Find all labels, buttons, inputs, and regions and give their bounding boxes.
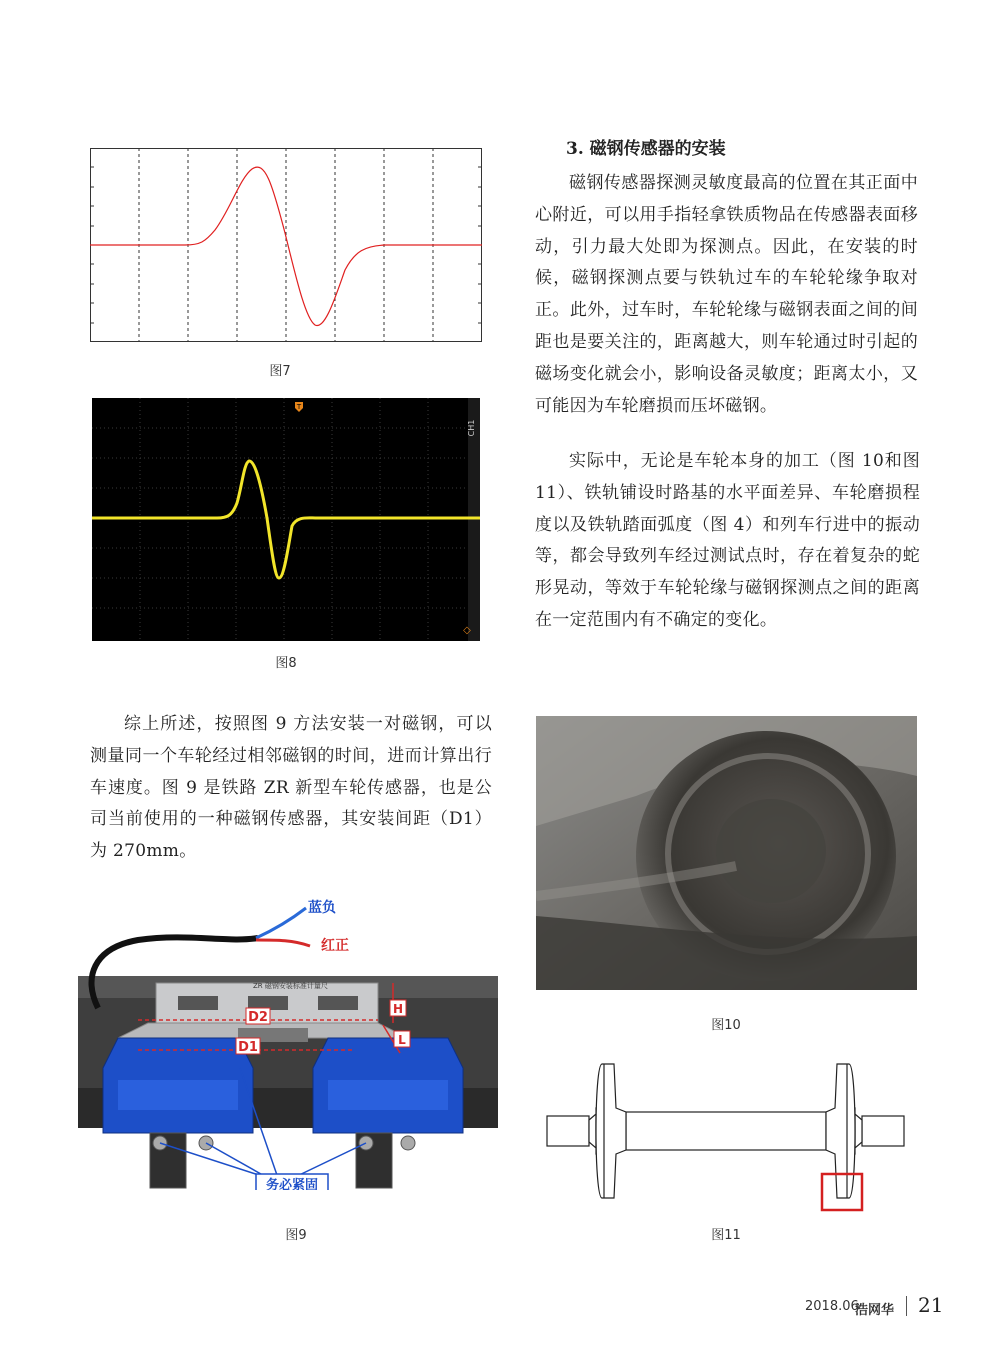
figure-11-illustration: [544, 1054, 909, 1214]
ground-marker-icon: ◇: [463, 625, 471, 636]
footer-divider: [906, 1296, 907, 1316]
figure-10-caption: 图10: [711, 1018, 741, 1033]
d2-label: D2: [248, 1010, 268, 1025]
fasten-label: 务必紧固: [265, 1178, 319, 1190]
summary-paragraph: 综上所述，按照图 9 方法安装一对磁钢，可以测量同一个车轮经过相邻磁钢的时间，进而计算出行车速度。图 9 是铁路 ZR 新型车轮传感器，也是公司当前使用的一种磁钢传感器，其安装间距（D1）为 270mm。: [90, 714, 492, 862]
l-label: L: [398, 1033, 406, 1047]
figure-10-wheel-photo: [536, 716, 917, 990]
figure-8-screen: [92, 398, 480, 641]
section-3-paragraph-1: 磁钢传感器探测灵敏度最高的位置在其正面中心附近，可以用手指轻拿铁质物品在传感器表面移动，引力最大处即为探测点。因此，在安装的时候，磁钢探测点要与铁轨过车的车轮轮缘争取对正。此外，过车时，车轮轮缘与磁钢表面之间的间距也是要关注的，距离越大，则车轮通过时引起的磁场变化就会小，影响设备灵敏度；距离太小，又可能因为车轮磨损而压坏磁钢。: [535, 173, 918, 416]
figure-10-illustration: [536, 716, 917, 990]
footer-magazine: 浩网华: [855, 1303, 895, 1318]
section-3-paragraph-2: 实际中，无论是车轮本身的加工（图 10和图 11）、铁轨铺设时路基的水平面差异、车轮磨损程度以及铁轨踏面弧度（图 4）和列车行进中的振动等，都会导致列车经过测试点时，存在着复杂的蛇形晃动，等效于车轮轮缘与磁钢探测点之间的距离在一定范围内有不确定的变化。: [535, 451, 920, 630]
figure-9-sensor-photo: [78, 888, 498, 1190]
figure-7-plot: [90, 148, 482, 342]
right-journal: [862, 1116, 904, 1146]
channel-label: CH1: [467, 419, 476, 437]
gauge-plate-text: ZR 磁钢安装标准计量尺: [253, 982, 328, 990]
red-wire-label: 红正: [321, 938, 349, 954]
figure-8-caption: 图8: [275, 656, 297, 671]
figure-9-illustration: [78, 888, 498, 1190]
right-wheel: [826, 1064, 855, 1198]
figure-11-caption: 图11: [711, 1228, 741, 1243]
footer-issue: 2018.06: [805, 1299, 859, 1314]
figure-7-waveform: [90, 148, 482, 342]
section-3-heading: 3. 磁钢传感器的安装: [566, 139, 726, 159]
page-number: 21: [918, 1293, 944, 1317]
h-label: H: [392, 1002, 404, 1016]
figure-7-caption: 图7: [269, 364, 291, 379]
trigger-marker-label: T: [296, 403, 302, 411]
figure-8-oscilloscope: [92, 398, 480, 641]
d1-label: D1: [238, 1040, 258, 1055]
figure-11-wheelset-diagram: [544, 1054, 909, 1214]
left-wheel: [596, 1064, 626, 1198]
left-journal: [547, 1116, 589, 1146]
axle: [626, 1112, 826, 1150]
bolt-icon: [401, 1136, 415, 1150]
blue-wire-label: 蓝负: [308, 900, 336, 916]
figure-9-caption: 图9: [285, 1228, 307, 1243]
